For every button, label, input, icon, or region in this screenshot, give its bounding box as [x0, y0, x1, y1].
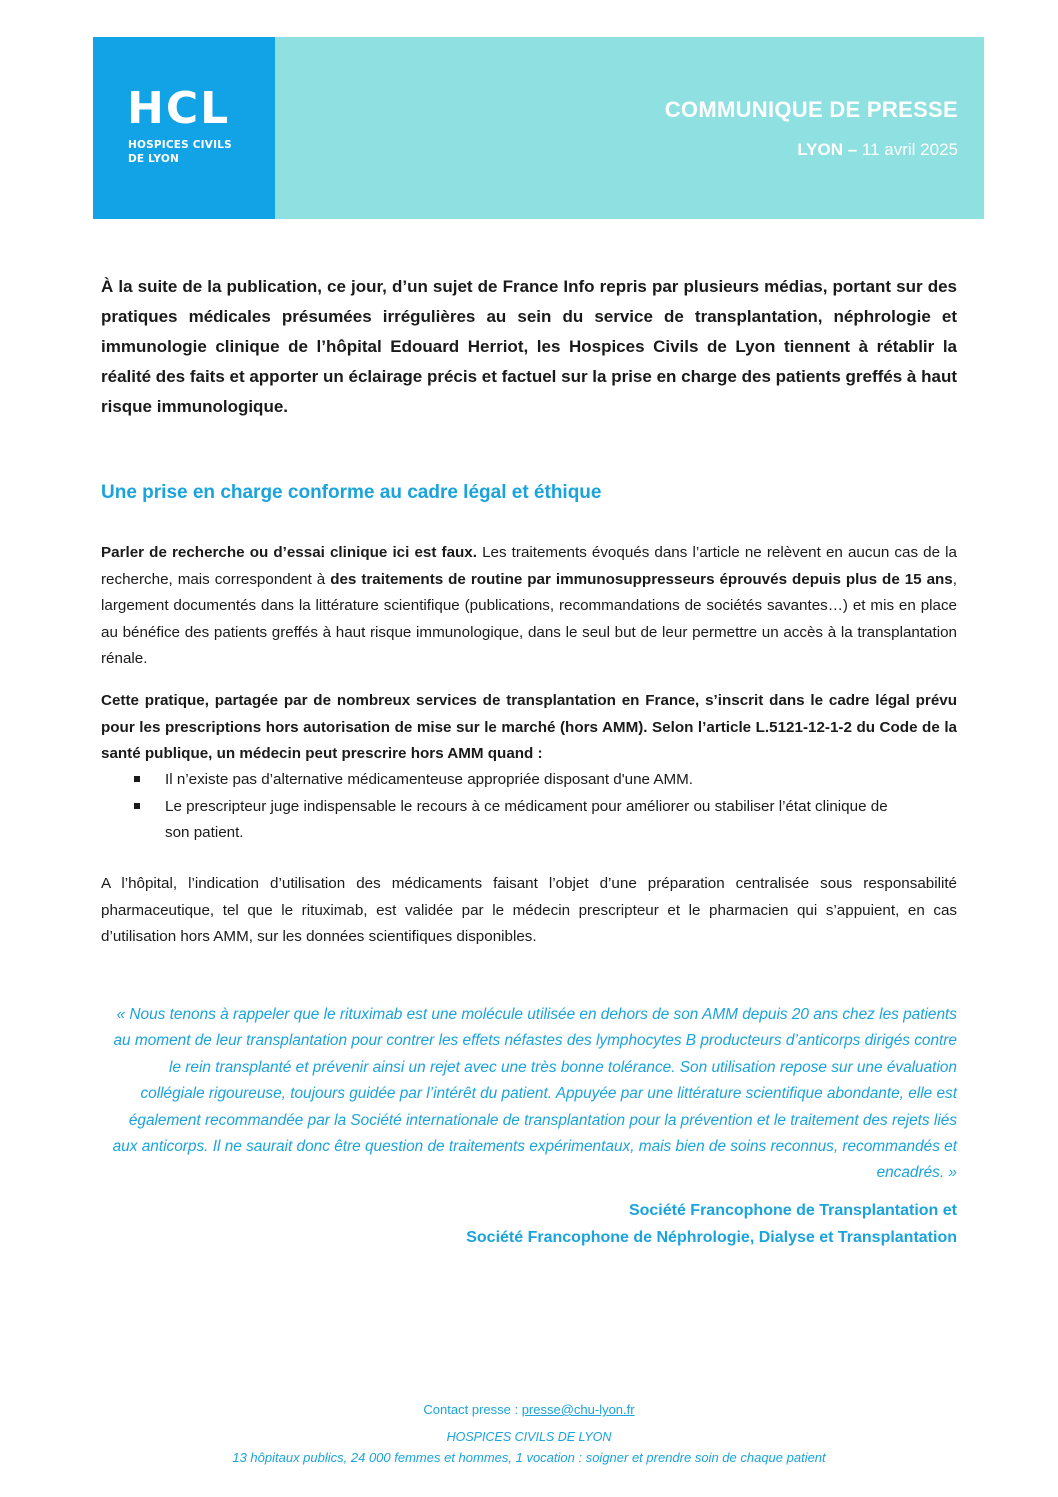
paragraph-research-bold: des traitements de routine par immunosuppresseurs éprouvés depuis plus de 15 ans [330, 570, 953, 588]
contact-email-link[interactable]: presse@chu-lyon.fr [521, 1402, 635, 1417]
logo-mark: HCL [127, 83, 231, 134]
logo-subtitle [128, 138, 232, 166]
press-release-title: COMMUNIQUE DE PRESSE [664, 97, 958, 122]
paragraph-research-text-a: Les traitements évoqués dans l’article ne relèvent en aucun cas de la recherche, mais correspondent à [101, 544, 957, 588]
list-item-text: Le prescripteur juge indispensable le recours à ce médicament pour améliorer ou stabiliser l’état clinique de son patient. [165, 797, 888, 841]
footer-organization: HOSPICES CIVILS DE LYON [446, 1430, 612, 1444]
list-item [101, 794, 957, 847]
paragraph-research [101, 540, 957, 673]
dateline [797, 140, 958, 160]
header-banner [93, 37, 984, 219]
hcl-logo [93, 37, 275, 219]
dateline-city: LYON – [797, 140, 858, 159]
list-item [101, 767, 957, 794]
section-title: Une prise en charge conforme au cadre légal et éthique [101, 482, 602, 503]
dateline-date: 11 avril 2025 [861, 140, 958, 159]
quote-signature [101, 1197, 957, 1251]
footer-contact [0, 1402, 1058, 1417]
paragraph-research-text-c: , largement documentés dans la littérature scientifique (publications, recommandations de sociétés savantes…) et mis en place au bénéfice des patients greffés à haut risque immunologique, dans le seul but de leur permettre un accès à la transplantation rénale. [101, 570, 957, 667]
logo-line-2: DE LYON [128, 153, 179, 165]
contact-label: Contact presse : [423, 1402, 522, 1417]
bullet-square-icon [134, 803, 140, 809]
paragraph-legal-framework: Cette pratique, partagée par de nombreux services de transplantation en France, s’inscrit dans le cadre légal prévu pour les prescriptions hors autorisation de mise sur le marché (hors AMM). Selon l’article L.5121-12-1-2 du Code de la santé publique, un médecin peut prescrire hors AMM quand : [101, 692, 957, 762]
paragraph-research-lead: Parler de recherche ou d’essai clinique ici est faux. [101, 544, 477, 561]
bullet-square-icon [134, 776, 140, 782]
paragraph-pharmacy: A l’hôpital, l’indication d’utilisation des médicaments faisant l’objet d’une préparation centralisée sous responsabilité pharmaceutique, tel que le rituximab, est validée par le médecin prescripteur et le pharmacien qui s’appuient, en cas d’utilisation hors AMM, sur les données scientifiques disponibles. [101, 875, 957, 945]
footer-tagline: 13 hôpitaux publics, 24 000 femmes et hommes, 1 vocation : soigner et prendre soin de chaque patient [232, 1450, 826, 1465]
quote-block: « Nous tenons à rappeler que le rituximab est une molécule utilisée en dehors de son AMM depuis 20 ans chez les patients au moment de leur transplantation pour contrer les effets néfastes des lymphocytes B producteurs d’anticorps dirigés contre le rein transplanté et prévenir ainsi un rejet avec une très bonne tolérance. Son utilisation repose sur une évaluation collégiale rigoureuse, toujours guidée par l’intérêt du patient. Appuyée par une littérature scientifique abondante, elle est également recommandée par la Société internationale de transplantation pour la prévention et le traitement des rejets liés aux anticorps. Il ne saurait donc être question de traitements expérimentaux, mais bien de soins reconnus, recommandés et encadrés. » [112, 1006, 957, 1182]
logo-line-1: HOSPICES CIVILS [128, 139, 232, 151]
signature-line-2: Société Francophone de Néphrologie, Dialyse et Transplantation [466, 1229, 957, 1246]
signature-line-1: Société Francophone de Transplantation et [628, 1202, 957, 1219]
list-item-text: Il n’existe pas d’alternative médicamenteuse appropriée disposant d'une AMM. [165, 771, 694, 788]
intro-paragraph: À la suite de la publication, ce jour, d’un sujet de France Info repris par plusieurs médias, portant sur des pratiques médicales présumées irrégulières au sein du service de transplantation, néphrologie et immunologie clinique de l’hôpital Edouard Herriot, les Hospices Civils de Lyon tiennent à rétablir la réalité des faits et apporter un éclairage précis et factuel sur la prise en charge des patients greffés à haut risque immunologique. [101, 277, 957, 416]
conditions-list [101, 767, 957, 847]
